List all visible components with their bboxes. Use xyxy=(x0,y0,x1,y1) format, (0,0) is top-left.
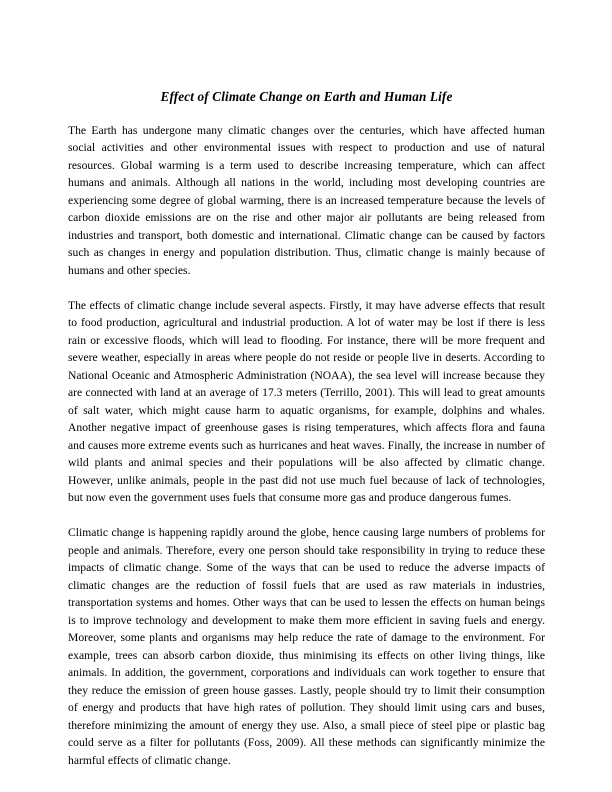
body-paragraph-2: The effects of climatic change include several aspects. Firstly, it may have adverse effects that result to food production, agricultural and industrial production. A lot of water may be lost if there is less rain or excessive floods, which will lead to flooding. For instance, there will be more frequent and severe weather, especially in areas where people do not reside or people live in deserts. According to National Oceanic and Atmospheric Administration (NOAA), the sea level will increase because they are connected with land at an average of 17.3 meters (Terrillo, 2001). This will lead to great amounts of salt water, which might cause harm to aquatic organisms, for example, dolphins and whales. Another negative impact of greenhouse gases is rising temperatures, which affects flora and fauna and causes more extreme events such as hurricanes and heat waves. Finally, the increase in number of wild plants and animal species and their populations will be also affected by climatic change. However, unlike animals, people in the past did not use much fuel because of lack of technologies, but now even the government uses fuels that consume more gas and produce dangerous fumes. xyxy=(68,298,545,504)
body-paragraph-1: The Earth has undergone many climatic changes over the centuries, which have affected human social activities and other environmental issues with respect to production and use of natural resources. Global warming is a term used to describe increasing temperature, which can affect humans and animals. Although all nations in the world, including most developing countries are experiencing some degree of global warming, there is an increased temperature because the levels of carbon dioxide emissions are on the rise and other major air pollutants are being released from industries and transport, both domestic and international. Climatic change can be caused by factors such as changes in energy and population distribution. Thus, climatic change is mainly because of humans and other species. xyxy=(68,123,545,277)
page-title: Effect of Climate Change on Earth and Human Life xyxy=(160,89,453,104)
document-body xyxy=(68,88,545,769)
body-paragraph-3: Climatic change is happening rapidly around the globe, hence causing large numbers of problems for people and animals. Therefore, every one person should take responsibility in trying to reduce these impacts of climatic change. Some of the ways that can be used to reduce the adverse impacts of climatic changes are the reduction of fossil fuels that are used as raw materials in industries, transportation systems and homes. Other ways that can be used to lessen the effects on human beings is to improve technology and development to make them more efficient in saving fuels and energy. Moreover, some plants and organisms may help reduce the rate of damage to the environment. For example, trees can absorb carbon dioxide, thus minimising its effects on other living things, like animals. In addition, the government, corporations and individuals can work together to ensure that they reduce the emission of green house gasses. Lastly, people should try to limit their consumption of energy and products that have high rates of pollution. They should limit using cars and buses, therefore minimizing the amount of energy they use. Also, a small piece of steel pipe or plastic bag could serve as a filter for pollutants (Foss, 2009). All these methods can significantly minimize the harmful effects of climatic change. xyxy=(68,526,545,767)
